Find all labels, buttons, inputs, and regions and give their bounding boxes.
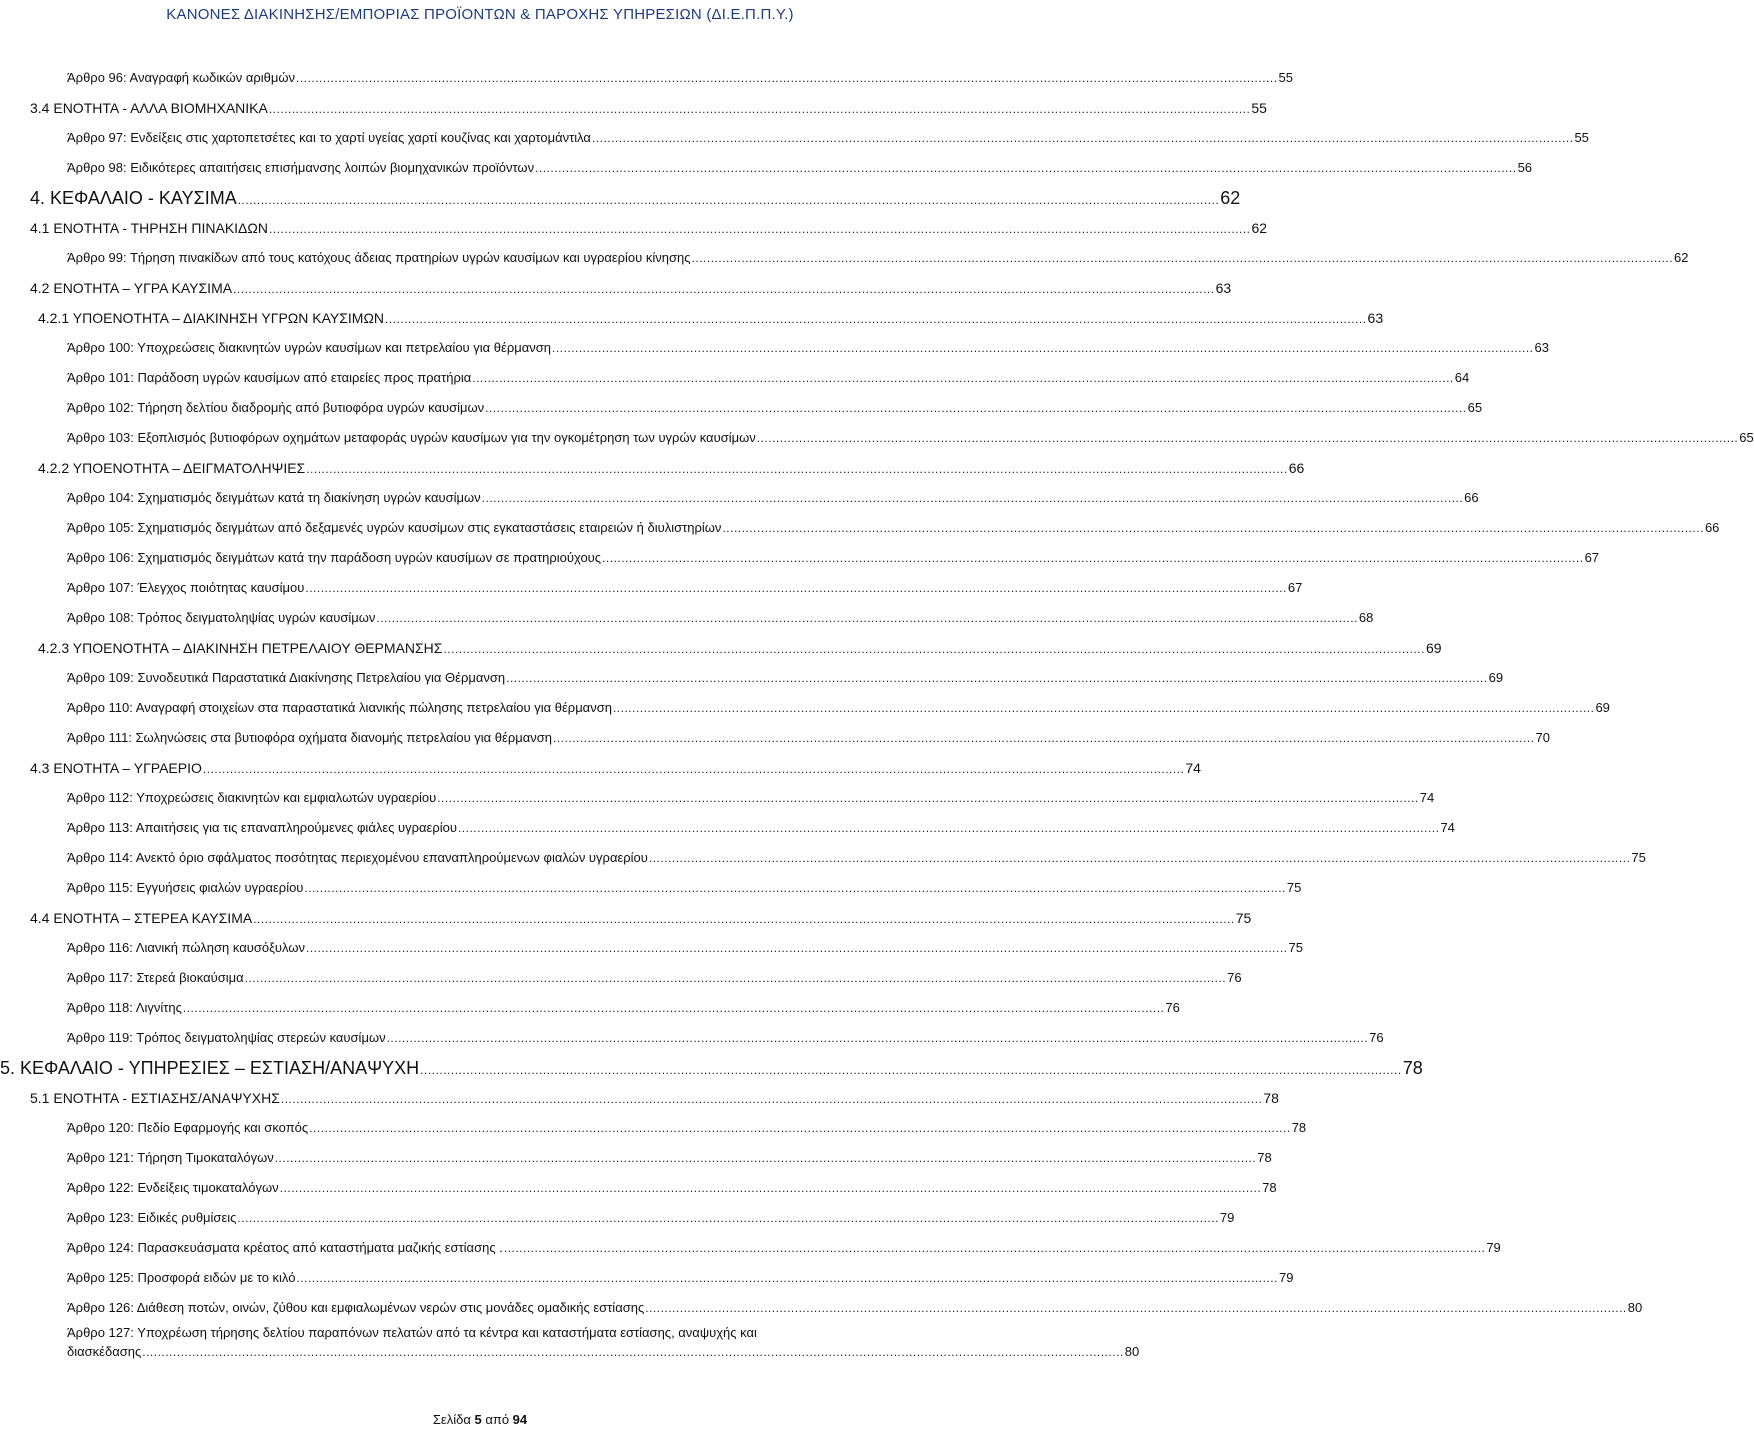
- toc-entry-label: Άρθρο 120: Πεδίο Εφαρμογής και σκοπός: [67, 1120, 309, 1135]
- toc-leader-dots: [233, 282, 1215, 296]
- toc-entry-page: 63: [1367, 310, 1384, 326]
- toc-entry-label: Άρθρο 121: Τήρηση Τιμοκαταλόγων: [67, 1150, 274, 1165]
- toc-entry-label: Άρθρο 116: Λιανική πώληση καυσόξυλων: [67, 940, 305, 955]
- toc-entry-label: 5. ΚΕΦΑΛΑΙΟ - ΥΠΗΡΕΣΙΕΣ – ΕΣΤΙΑΣΗ/ΑΝΑΨΥΧΗ: [0, 1058, 420, 1078]
- toc-entry-label: Άρθρο 105: Σχηματισμός δειγμάτων από δεξαμενές υγρών καυσίμων στις εγκαταστάσεις εταιρειών ή διυλιστηρίων: [67, 520, 722, 535]
- toc-entry-page: 69: [1595, 700, 1610, 715]
- toc-entry[interactable]: [0, 188, 1241, 209]
- toc-entry-page: 75: [1288, 940, 1303, 955]
- toc-entry[interactable]: [0, 160, 1533, 175]
- toc-entry[interactable]: [0, 910, 1252, 926]
- toc-leader-dots: [387, 1031, 1369, 1045]
- toc-leader-dots: [305, 581, 1287, 595]
- toc-leader-dots: [482, 491, 1464, 505]
- toc-leader-dots: [504, 1241, 1486, 1255]
- toc-entry-label: Άρθρο 99: Τήρηση πινακίδων από τους κατόχους άδειας πρατηρίων υγρών καυσίμων και υγραερίου κίνησης: [67, 250, 691, 265]
- toc-entry-page: 69: [1488, 670, 1504, 685]
- toc-entry-label: Άρθρο 108: Τρόπος δειγματοληψίας υγρών καυσίμων: [67, 610, 376, 625]
- toc-entry-page: 74: [1419, 790, 1435, 805]
- toc-entry-page: 75: [1286, 880, 1302, 895]
- toc-entry-label: 4.2.1 ΥΠΟΕΝΟΤΗΤΑ – ΔΙΑΚΙΝΗΣΗ ΥΓΡΩΝ ΚΑΥΣΙΜΩΝ: [38, 310, 385, 326]
- toc-entry[interactable]: [0, 760, 1201, 776]
- toc-entry-page: 80: [1124, 1344, 1140, 1359]
- toc-entry-label: Άρθρο 123: Ειδικές ρυθμίσεις: [67, 1210, 237, 1225]
- toc-entry-label: Άρθρο 117: Στερεά βιοκαύσιμα: [67, 970, 244, 985]
- toc-entry[interactable]: [0, 490, 1479, 505]
- toc-leader-dots: [296, 1271, 1278, 1285]
- toc-entry-label: Άρθρο 109: Συνοδευτικά Παραστατικά Διακίνησης Πετρελαίου για Θέρμανση: [67, 670, 506, 685]
- toc-entry-page: 76: [1369, 1030, 1384, 1045]
- toc-entry-page: 56: [1517, 160, 1533, 175]
- toc-entry[interactable]: [0, 400, 1483, 415]
- toc-entry[interactable]: [0, 1180, 1277, 1195]
- toc-entry-label: Άρθρο 126: Διάθεση ποτών, οινών, ζύθου και εμφιαλωμένων νερών στις μονάδες ομαδικής εστίασης: [67, 1300, 645, 1315]
- toc-entry[interactable]: [0, 790, 1435, 805]
- toc-entry-page: 69: [1425, 640, 1442, 656]
- toc-entry-label: Άρθρο 98: Ειδικότερες απαιτήσεις επισήμανσης λοιπών βιομηχανικών προϊόντων: [67, 160, 535, 175]
- toc-entry-page: 75: [1235, 910, 1252, 926]
- toc-entry-page: 63: [1215, 280, 1232, 296]
- toc-leader-dots: [296, 71, 1278, 85]
- toc-entry-page: 74: [1440, 820, 1455, 835]
- toc-leader-dots: [553, 731, 1535, 745]
- toc-entry-label: 5.1 ΕΝΟΤΗΤΑ - ΕΣΤΙΑΣΗΣ/ΑΝΑΨΥΧΗΣ: [30, 1090, 280, 1106]
- toc-leader-dots: [613, 701, 1595, 715]
- toc-leader-dots: [275, 1151, 1257, 1165]
- toc-entry-page: 68: [1358, 610, 1374, 625]
- toc-entry-page: 75: [1631, 850, 1646, 865]
- footer-middle: από: [485, 1412, 510, 1427]
- toc-leader-dots: [649, 851, 1631, 865]
- toc-entry[interactable]: [0, 970, 1242, 985]
- toc-entry[interactable]: [0, 1270, 1294, 1285]
- toc-entry-label-continued: διασκέδασης: [67, 1344, 142, 1359]
- toc-entry-page: 78: [1291, 1120, 1307, 1135]
- toc-entry[interactable]: [0, 430, 1754, 445]
- toc-entry[interactable]: [0, 880, 1302, 895]
- toc-leader-dots: [253, 912, 1235, 926]
- toc-entry[interactable]: [0, 340, 1549, 355]
- toc-entry-label: 4.2.2 ΥΠΟΕΝΟΤΗΤΑ – ΔΕΙΓΜΑΤΟΛΗΨΙΕΣ: [38, 460, 306, 476]
- toc-entry-page: 78: [1257, 1150, 1272, 1165]
- toc-entry[interactable]: [0, 1300, 1643, 1315]
- toc-entry-page: 55: [1574, 130, 1589, 145]
- toc-entry[interactable]: [0, 520, 1720, 535]
- toc-entry[interactable]: [0, 370, 1470, 385]
- toc-leader-dots: [592, 131, 1574, 145]
- toc-entry-label: Άρθρο 113: Απαιτήσεις για τις επαναπληρούμενες φιάλες υγραερίου: [67, 820, 457, 835]
- toc-entry[interactable]: [0, 670, 1504, 685]
- toc-leader-dots: [437, 791, 1419, 805]
- toc-leader-dots: [757, 431, 1739, 445]
- toc-entry-page: 76: [1165, 1000, 1180, 1015]
- toc-entry[interactable]: [0, 1325, 1140, 1359]
- toc-entry-label: Άρθρο 118: Λιγνίτης: [67, 1000, 182, 1015]
- toc-leader-dots: [692, 251, 1674, 265]
- toc-entry[interactable]: [0, 700, 1610, 715]
- toc-entry-page: 62: [1674, 250, 1689, 265]
- toc-entry-label: Άρθρο 106: Σχηματισμός δειγμάτων κατά την παράδοση υγρών καυσίμων σε πρατηριούχους: [67, 550, 602, 565]
- toc-entry-page: 74: [1185, 760, 1201, 776]
- toc-entry-page: 79: [1219, 1210, 1235, 1225]
- toc-entry[interactable]: [0, 610, 1374, 625]
- toc-entry-page: 62: [1251, 220, 1268, 236]
- toc-leader-dots: [485, 401, 1467, 415]
- toc-leader-dots: [238, 193, 1220, 207]
- toc-leader-dots: [183, 1001, 1165, 1015]
- toc-entry-label: Άρθρο 112: Υποχρεώσεις διακινητών και εμφιαλωτών υγραερίου: [67, 790, 437, 805]
- toc-leader-dots: [306, 941, 1288, 955]
- toc-leader-dots: [280, 1181, 1262, 1195]
- toc-entry-page: 79: [1486, 1240, 1501, 1255]
- toc-entry-label: Άρθρο 104: Σχηματισμός δειγμάτων κατά τη διακίνηση υγρών καυσίμων: [67, 490, 481, 505]
- toc-leader-dots: [535, 161, 1517, 175]
- toc-entry[interactable]: [0, 1240, 1501, 1255]
- toc-entry[interactable]: [0, 130, 1589, 145]
- page-footer: [0, 1412, 960, 1427]
- toc-entry-label: 4.1 ΕΝΟΤΗΤΑ - ΤΗΡΗΣΗ ΠΙΝΑΚΙΔΩΝ: [30, 220, 268, 236]
- toc-entry-label: Άρθρο 103: Εξοπλισμός βυτιοφόρων οχημάτων μεταφοράς υγρών καυσίμων για την ογκομέτρηση των υγρών καυσίμων: [67, 430, 756, 445]
- toc-leader-dots: [269, 222, 1251, 236]
- toc-entry-page: 63: [1534, 340, 1549, 355]
- toc-entry-page: 55: [1251, 100, 1267, 116]
- toc-leader-dots: [722, 521, 1704, 535]
- toc-entry-label: 3.4 ΕΝΟΤΗΤΑ - ΑΛΛΑ ΒΙΟΜΗΧΑΝΙΚΑ: [30, 100, 268, 116]
- toc-leader-dots: [552, 341, 1534, 355]
- toc-entry[interactable]: [0, 1058, 1423, 1079]
- toc-entry-label: Άρθρο 100: Υποχρεώσεις διακινητών υγρών καυσίμων και πετρελαίου για θέρμανση: [67, 340, 551, 355]
- toc-entry-label: Άρθρο 101: Παράδοση υγρών καυσίμων από εταιρείες προς πρατήρια: [67, 370, 472, 385]
- toc-entry-label: Άρθρο 127: Υποχρέωση τήρησης δελτίου παραπόνων πελατών από τα κέντρα και καταστήματα εστίασης, αναψυχής και: [67, 1325, 757, 1340]
- toc-entry[interactable]: [0, 1090, 1279, 1106]
- toc-entry-label: 4. ΚΕΦΑΛΑΙΟ - ΚΑΥΣΙΜΑ: [30, 188, 237, 208]
- footer-prefix: Σελίδα: [432, 1412, 471, 1427]
- toc-entry-label: Άρθρο 114: Ανεκτό όριο σφάλματος ποσότητας περιεχομένου επαναπληρούμενων φιαλών υγραερίου: [67, 850, 648, 865]
- toc-entry-page: 66: [1704, 520, 1720, 535]
- toc-entry-page: 67: [1287, 580, 1303, 595]
- toc-leader-dots: [309, 1121, 1291, 1135]
- toc-entry-page: 80: [1627, 1300, 1643, 1315]
- toc-entry-label: Άρθρο 102: Τήρηση δελτίου διαδρομής από βυτιοφόρα υγρών καυσίμων: [67, 400, 485, 415]
- toc-entry[interactable]: [0, 310, 1384, 326]
- toc-entry-label: 4.3 ΕΝΟΤΗΤΑ – ΥΓΡΑΕΡΙΟ: [30, 760, 202, 776]
- toc-entry[interactable]: [0, 250, 1689, 265]
- toc-entry[interactable]: [0, 640, 1442, 656]
- toc-entry-label: Άρθρο 96: Αναγραφή κωδικών αριθμών: [67, 70, 296, 85]
- toc-leader-dots: [269, 102, 1251, 116]
- toc-entry-page: 65: [1467, 400, 1483, 415]
- toc-entry-page: 66: [1464, 490, 1479, 505]
- toc-entry-page: 64: [1454, 370, 1470, 385]
- toc-entry-label: 4.2.3 ΥΠΟΕΝΟΤΗΤΑ – ΔΙΑΚΙΝΗΣΗ ΠΕΤΡΕΛΑΙΟΥ ΘΕΡΜΑΝΣΗΣ: [38, 640, 443, 656]
- footer-current-page: 5: [474, 1412, 482, 1427]
- toc-leader-dots: [506, 671, 1488, 685]
- toc-entry-label: Άρθρο 125: Προσφορά ειδών με το κιλό: [67, 1270, 296, 1285]
- toc-leader-dots: [376, 611, 1358, 625]
- toc-leader-dots: [203, 762, 1185, 776]
- toc-entry-page: 78: [1263, 1090, 1279, 1106]
- toc-entry-page: 65: [1739, 430, 1754, 445]
- toc-entry[interactable]: [0, 220, 1268, 236]
- toc-leader-dots: [420, 1063, 1402, 1077]
- toc-entry[interactable]: [0, 820, 1455, 835]
- toc-entry-label: Άρθρο 110: Αναγραφή στοιχείων στα παραστατικά λιανικής πώλησης πετρελαίου για θέρμανση: [67, 700, 612, 715]
- toc-entry[interactable]: [0, 1150, 1272, 1165]
- toc-entry[interactable]: [0, 850, 1646, 865]
- toc-leader-dots: [458, 821, 1440, 835]
- toc-entry-page: 70: [1535, 730, 1550, 745]
- document-header: ΚΑΝΟΝΕΣ ΔΙΑΚΙΝΗΣΗΣ/ΕΜΠΟΡΙΑΣ ΠΡΟΪΟΝΤΩΝ & ΠΑΡΟΧΗΣ ΥΠΗΡΕΣΙΩΝ (ΔΙ.Ε.Π.Π.Υ.): [166, 6, 794, 23]
- toc-entry-page: 55: [1278, 70, 1293, 85]
- toc-entry[interactable]: [0, 100, 1267, 116]
- toc-entry[interactable]: [0, 730, 1550, 745]
- toc-leader-dots: [142, 1345, 1124, 1359]
- toc-entry-label: Άρθρο 115: Εγγυήσεις φιαλών υγραερίου: [67, 880, 304, 895]
- toc-entry-label: 4.2 ΕΝΟΤΗΤΑ – ΥΓΡΑ ΚΑΥΣΙΜΑ: [30, 280, 233, 296]
- toc-leader-dots: [385, 312, 1367, 326]
- toc-entry[interactable]: [0, 580, 1303, 595]
- toc-entry[interactable]: [0, 550, 1600, 565]
- toc-entry-label: Άρθρο 111: Σωληνώσεις στα βυτιοφόρα οχήματα διανομής πετρελαίου για θέρμανση: [67, 730, 552, 745]
- toc-entry[interactable]: [0, 70, 1293, 85]
- toc-leader-dots: [245, 971, 1227, 985]
- toc-entry-label: Άρθρο 122: Ενδείξεις τιμοκαταλόγων: [67, 1180, 279, 1195]
- toc-leader-dots: [645, 1301, 1627, 1315]
- toc-entry-page: 62: [1220, 188, 1241, 208]
- toc-entry[interactable]: [0, 940, 1303, 955]
- toc-entry-label: Άρθρο 124: Παρασκευάσματα κρέατος από καταστήματα μαζικής εστίασης .: [67, 1240, 503, 1255]
- toc-entry-page: 79: [1278, 1270, 1294, 1285]
- toc-entry[interactable]: [0, 1000, 1180, 1015]
- toc-entry-label: Άρθρο 97: Ενδείξεις στις χαρτοπετσέτες και το χαρτί υγείας χαρτί κουζίνας και χαρτομάντιλα: [67, 130, 591, 145]
- toc-entry-page: 66: [1288, 460, 1305, 476]
- toc-leader-dots: [472, 371, 1454, 385]
- toc-entry-page: 78: [1402, 1058, 1423, 1078]
- toc-entry-page: 67: [1584, 550, 1600, 565]
- toc-entry[interactable]: [0, 1030, 1384, 1045]
- toc-entry-label: Άρθρο 119: Τρόπος δειγματοληψίας στερεών καυσίμων: [67, 1030, 386, 1045]
- toc-entry[interactable]: [0, 460, 1305, 476]
- toc-entry-label: Άρθρο 107: Έλεγχος ποιότητας καυσίμου: [67, 580, 305, 595]
- toc-entry[interactable]: [0, 1210, 1235, 1225]
- toc-entry-page: 78: [1262, 1180, 1277, 1195]
- toc-leader-dots: [304, 881, 1286, 895]
- toc-entry-page: 76: [1227, 970, 1242, 985]
- toc-entry[interactable]: [0, 280, 1232, 296]
- toc-leader-dots: [443, 642, 1425, 656]
- toc-leader-dots: [237, 1211, 1219, 1225]
- toc-leader-dots: [281, 1092, 1263, 1106]
- toc-leader-dots: [602, 551, 1584, 565]
- toc-entry[interactable]: [0, 1120, 1307, 1135]
- toc-entry-label: 4.4 ΕΝΟΤΗΤΑ – ΣΤΕΡΕΑ ΚΑΥΣΙΜΑ: [30, 910, 253, 926]
- toc-leader-dots: [306, 462, 1288, 476]
- footer-total-pages: 94: [512, 1412, 528, 1427]
